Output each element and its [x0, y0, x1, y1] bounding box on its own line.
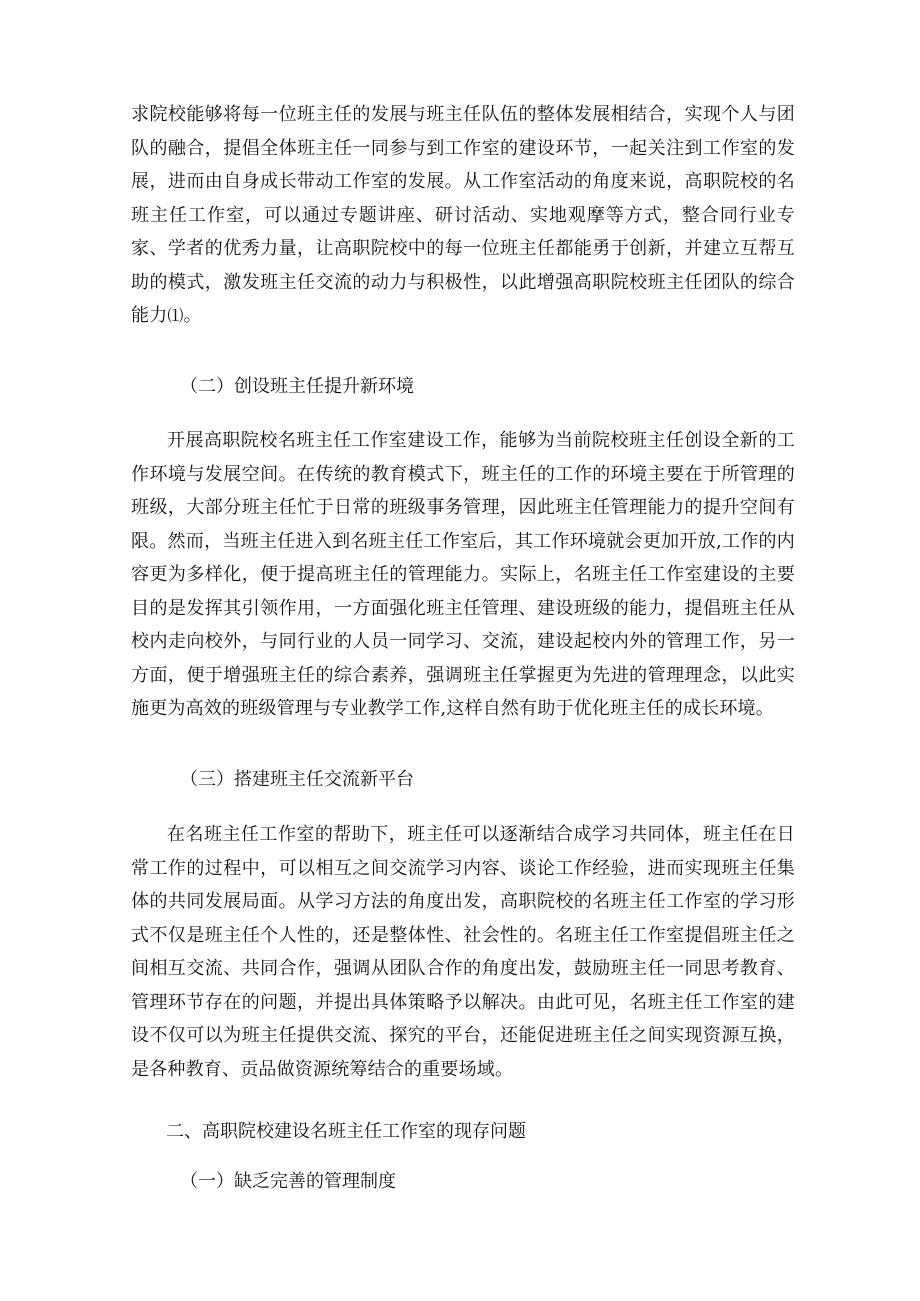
paragraph-tail: 。 — [183, 305, 202, 326]
citation-marker: ⑴ — [167, 306, 184, 325]
subheading-management-system: （一）缺乏完善的管理制度 — [180, 1171, 396, 1192]
paragraph-new-environment: 开展高职院校名班主任工作室建设工作，能够为当前院校班主任创设全新的工作环境与发展空间。在传统的教育模式下，班主任的工作的环境主要在于所管理的班级，大部分班主任忙于日常的班级事务管理，因此班主任管理能力的提升空间有限。然而，当班主任进入到名班主任工作室后，其工作环境就会更加开放,工作的内容更为多样化，便于提高班主任的管理能力。实际上，名班主任工作室建设的主要目的是发挥其引领作用，一方面强化班主任管理、建设班级的能力，提倡班主任从校内走向校外，与同行业的人员一同学习、交流，建设起校内外的管理工作，另一方面，便于增强班主任的综合素养，强调班主任掌握更为先进的管理理念，以此实施更为高效的班级管理与专业教学工作,这样自然有助于优化班主任的成长环境。 — [131, 430, 795, 719]
paragraph-new-platform: 在名班主任工作室的帮助下，班主任可以逐渐结合成学习共同体，班主任在日常工作的过程中，可以相互之间交流学习内容、谈论工作经验，进而实现班主任集体的共同发展局面。从学习方法的角度出发，高职院校的名班主任工作室的学习形式不仅是班主任个人性的，还是整体性、社会性的。名班主任工作室提倡班主任之间相互交流、共同合作，强调从团队合作的角度出发，鼓励班主任一同思考教育、管理环节存在的问题，并提出具体策略予以解决。由此可见，名班主任工作室的建设不仅可以为班主任提供交流、探究的平台，还能促进班主任之间实现资源互换，是各种教育、贡品做资源统筹结合的重要场域。 — [131, 824, 795, 1080]
paragraph-text: 求院校能够将每一位班主任的发展与班主任队伍的整体发展相结合，实现个人与团队的融合，提倡全体班主任一同参与到工作室的建设环节，一起关注到工作室的发展，进而由自身成长带动工作室的发展。从工作室活动的角度来说，高职院校的名班主任工作室，可以通过专题讲座、研讨活动、实地观摩等方式，整合同行业专家、学者的优秀力量，让高职院校中的每一位班主任都能勇于创新，并建立互帮互助的模式，激发班主任交流的动力与积极性，以此增强高职院校班主任团队的综合能力 — [131, 104, 795, 326]
subheading-new-platform: （三）搭建班主任交流新平台 — [180, 769, 414, 790]
subheading-new-environment: （二）创设班主任提升新环境 — [180, 376, 414, 397]
section-heading-existing-problems: 二、高职院校建设名班主任工作室的现存问题 — [166, 1121, 526, 1142]
paragraph-continuation — [131, 98, 795, 333]
